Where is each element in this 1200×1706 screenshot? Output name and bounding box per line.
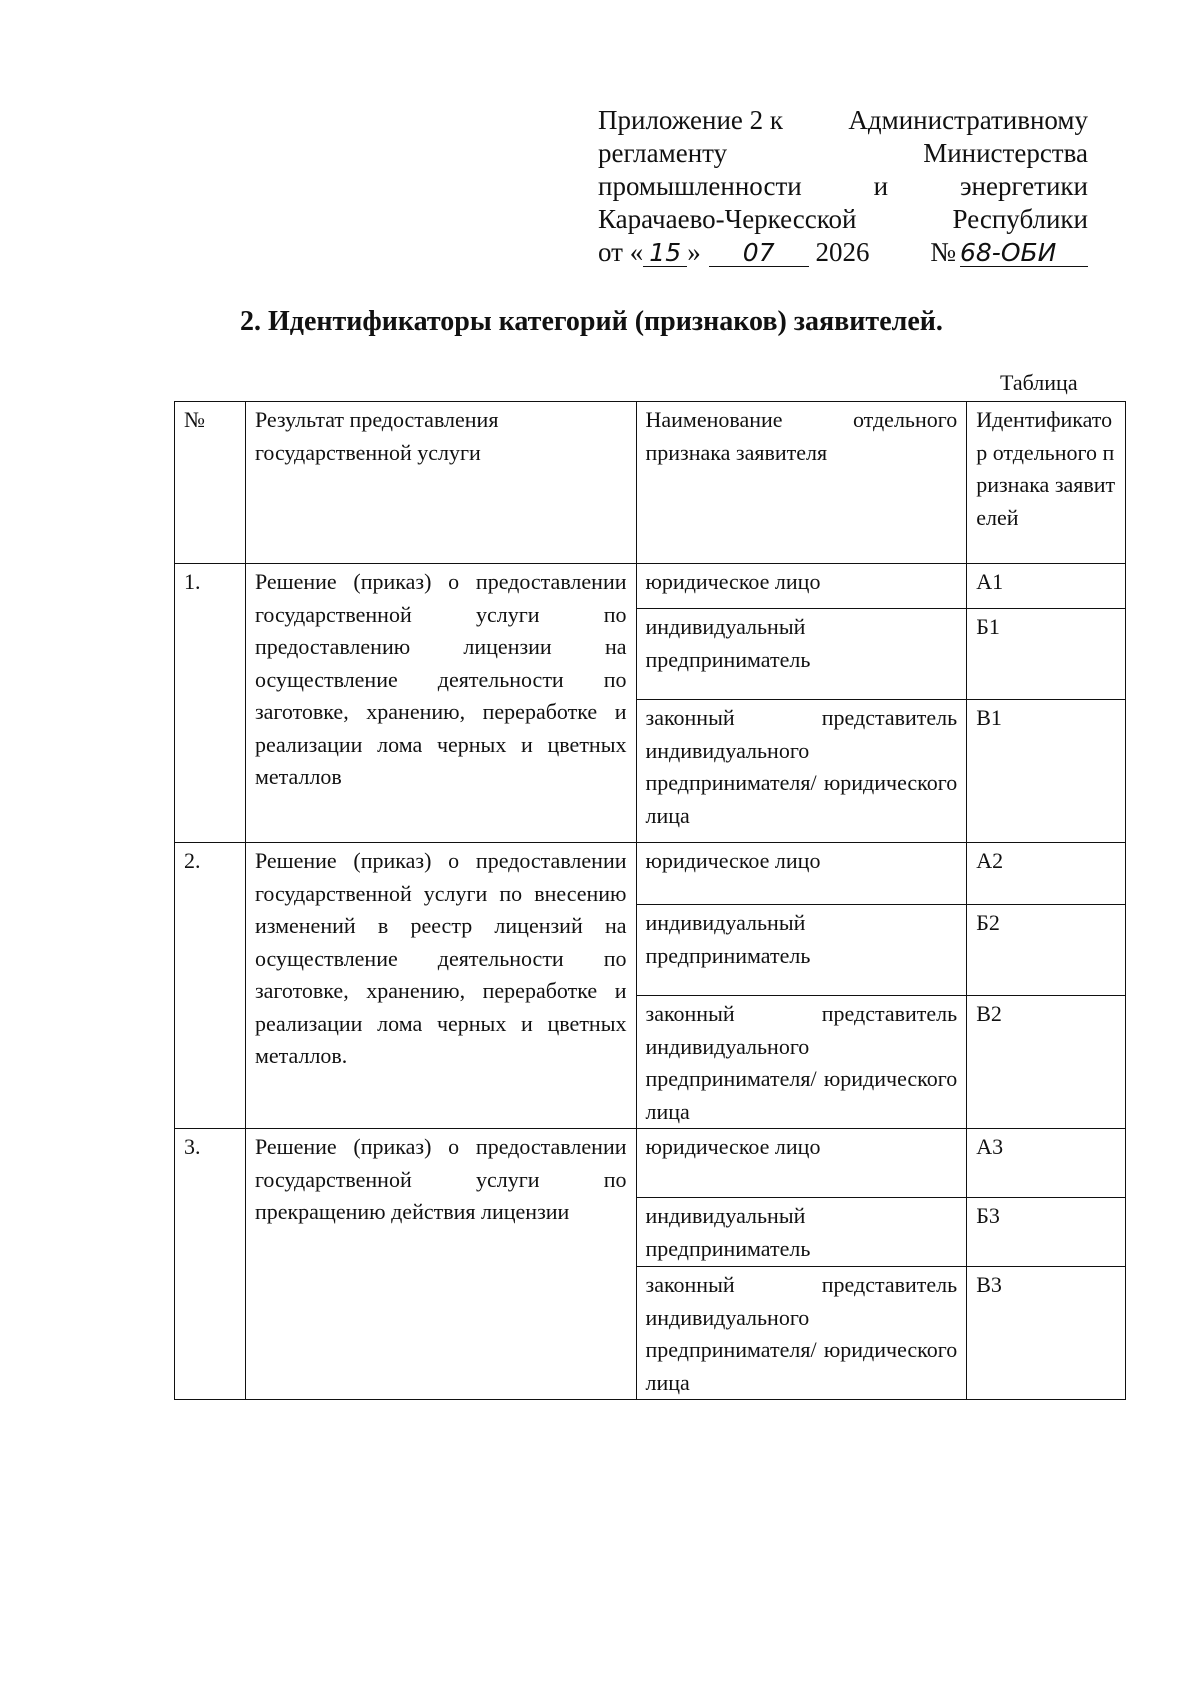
applicant-feature: юридическое лицо: [636, 843, 967, 905]
appendix-header: [598, 104, 1088, 269]
identifier-code: Б3: [967, 1198, 1126, 1267]
row-number: 3.: [175, 1129, 246, 1400]
header-line-2: [598, 137, 1088, 170]
header-text: регламенту: [598, 138, 728, 168]
row-number: 1.: [175, 564, 246, 843]
handwritten-day: 15: [643, 240, 687, 267]
header-text: Министерства: [923, 138, 1088, 168]
table-header-row: [175, 402, 1126, 564]
identifier-code: А1: [967, 564, 1126, 609]
header-num: №: [175, 402, 246, 564]
result-cell: Решение (приказ) о предоставлении государственной услуги по внесению изменений в реестр лицензий на осуществление деятельности по заготовке, хранению, переработке и реализации лома черных и цветных металлов.: [245, 843, 636, 1129]
header-text: промышленности: [598, 171, 802, 201]
header-text: Приложение 2 к: [598, 105, 784, 135]
table-row: [175, 843, 1126, 905]
identifier-code: В1: [967, 700, 1126, 843]
applicant-feature: юридическое лицо: [636, 564, 967, 609]
header-text: и: [873, 171, 889, 201]
applicant-feature: индивидуальный предприниматель: [636, 1198, 967, 1267]
identifier-code: А3: [967, 1129, 1126, 1198]
table-row: [175, 1129, 1126, 1198]
header-line-4: [598, 203, 1088, 236]
applicant-feature: индивидуальный предприниматель: [636, 609, 967, 700]
result-cell: Решение (приказ) о предоставлении государственной услуги по прекращению действия лицензии: [245, 1129, 636, 1400]
applicant-feature: юридическое лицо: [636, 1129, 967, 1198]
handwritten-number: 68-ОБИ: [960, 240, 1088, 267]
header-id: Идентификатор отдельного признака заявителей: [967, 402, 1126, 564]
date-group: [598, 236, 869, 269]
applicant-feature: законный представитель индивидуального предпринимателя/ юридического лица: [636, 1267, 967, 1400]
date-prefix: от «: [598, 237, 644, 267]
header-text: Республики: [952, 204, 1088, 234]
header-date-line: [598, 236, 1088, 269]
identifier-code: В3: [967, 1267, 1126, 1400]
identifier-code: Б1: [967, 609, 1126, 700]
applicant-feature: индивидуальный предприниматель: [636, 905, 967, 996]
header-line-1: [598, 104, 1088, 137]
header-text: Административному: [848, 105, 1088, 135]
row-number: 2.: [175, 843, 246, 1129]
number-group: [930, 236, 1088, 269]
applicant-feature: законный представитель индивидуального предпринимателя/ юридического лица: [636, 700, 967, 843]
section-heading: 2. Идентификаторы категорий (признаков) заявителей.: [240, 306, 943, 337]
identifier-code: В2: [967, 996, 1126, 1129]
header-text: энергетики: [959, 171, 1088, 201]
applicant-feature: законный представитель индивидуального предпринимателя/ юридического лица: [636, 996, 967, 1129]
date-year: 2026: [815, 237, 870, 267]
header-name: Наименование отдельного признака заявителя: [636, 402, 967, 564]
header-text: Карачаево-Черкесской: [598, 204, 857, 234]
header-result: Результат предоставления государственной услуги: [245, 402, 636, 564]
identifier-code: А2: [967, 843, 1126, 905]
header-line-3: [598, 170, 1088, 203]
table-row: [175, 564, 1126, 609]
table-caption: Таблица: [1000, 370, 1078, 395]
date-mid: »: [687, 237, 701, 267]
number-prefix: №: [930, 237, 956, 267]
handwritten-month: 07: [709, 240, 809, 267]
result-cell: Решение (приказ) о предоставлении государственной услуги по предоставлению лицензии на осуществление деятельности по заготовке, хранению, переработке и реализации лома черных и цветных металлов: [245, 564, 636, 843]
identifiers-table: [174, 401, 1126, 1400]
identifier-code: Б2: [967, 905, 1126, 996]
